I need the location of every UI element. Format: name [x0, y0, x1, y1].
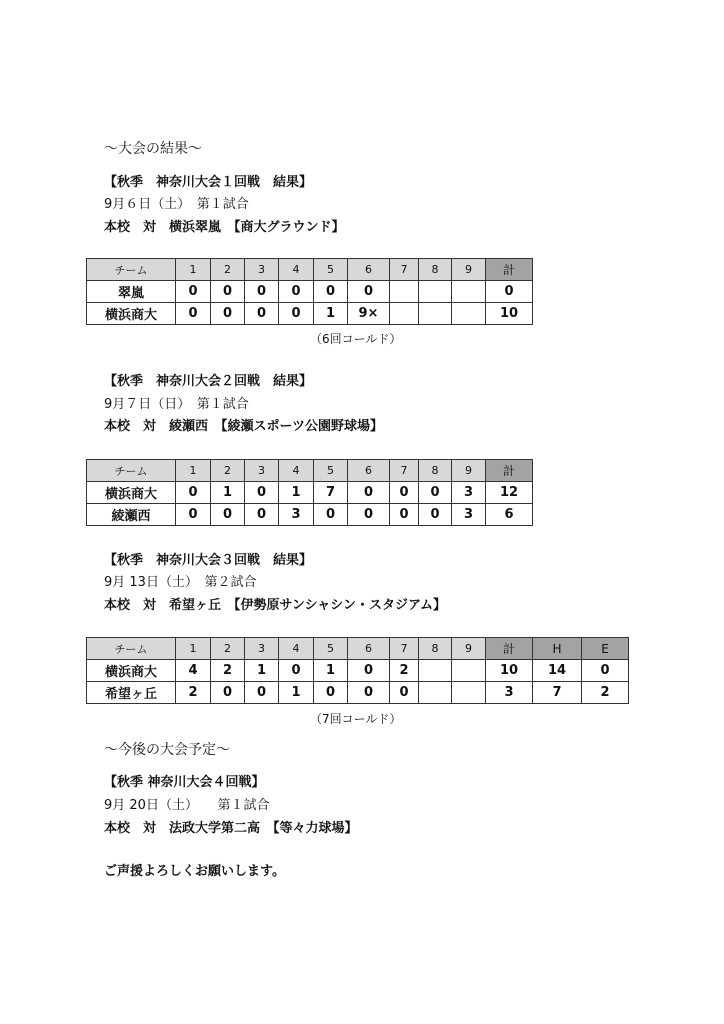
inning-header: 8: [419, 460, 452, 482]
inning-header: 8: [419, 638, 452, 660]
inning-score: 0: [211, 504, 245, 526]
game3-matchup: 本校 対 希望ヶ丘 【伊勢原サンシャシン・スタジアム】: [104, 598, 447, 613]
errors-count: 2: [582, 682, 629, 704]
inning-score: [452, 303, 486, 325]
table-row: [87, 682, 629, 704]
upcoming-date: 9月 20日（土） 第１試合: [104, 798, 270, 813]
inning-header: 3: [245, 460, 279, 482]
game1-scoreboard: [86, 258, 533, 325]
inning-header: 4: [279, 460, 314, 482]
game2-matchup: 本校 対 綾瀬西 【綾瀬スポーツ公園野球場】: [104, 419, 383, 434]
inning-score: 1: [211, 482, 245, 504]
inning-score: [419, 682, 452, 704]
inning-score: 9×: [348, 303, 390, 325]
inning-score: 0: [348, 682, 390, 704]
inning-header: 2: [211, 460, 245, 482]
inning-header: 2: [211, 638, 245, 660]
inning-score: 0: [176, 303, 211, 325]
inning-header: 6: [348, 638, 390, 660]
game2-date: 9月７日（日） 第１試合: [104, 397, 249, 412]
total-score: 12: [486, 482, 533, 504]
total-header: 計: [486, 638, 533, 660]
inning-header: 1: [176, 259, 211, 281]
inning-score: 1: [314, 303, 348, 325]
inning-header: 1: [176, 638, 211, 660]
total-score: 10: [486, 660, 533, 682]
inning-header: 9: [452, 638, 486, 660]
hits-count: 14: [533, 660, 582, 682]
inning-score: 3: [452, 504, 486, 526]
total-score: 0: [486, 281, 533, 303]
team-name: 横浜商大: [87, 482, 176, 504]
team-name: 翠嵐: [87, 281, 176, 303]
inning-score: 1: [279, 482, 314, 504]
inning-score: [452, 682, 486, 704]
inning-score: 0: [419, 504, 452, 526]
game3-note: （7回コールド）: [310, 712, 402, 726]
table-row: [87, 482, 533, 504]
inning-score: 0: [279, 660, 314, 682]
inning-score: 0: [390, 482, 419, 504]
team-header: チーム: [87, 460, 176, 482]
game1-note: （6回コールド）: [310, 332, 402, 346]
inning-score: 0: [211, 281, 245, 303]
inning-score: 0: [245, 303, 279, 325]
table-row: [87, 504, 533, 526]
errors-header: E: [582, 638, 629, 660]
inning-score: 1: [314, 660, 348, 682]
inning-score: 0: [245, 281, 279, 303]
game3-title: 【秋季 神奈川大会３回戦 結果】: [104, 553, 313, 568]
inning-score: [419, 660, 452, 682]
inning-header: 6: [348, 259, 390, 281]
inning-score: [452, 281, 486, 303]
inning-score: 0: [279, 303, 314, 325]
inning-header: 4: [279, 259, 314, 281]
inning-header: 5: [314, 638, 348, 660]
inning-score: 0: [245, 504, 279, 526]
inning-score: 7: [314, 482, 348, 504]
inning-score: 3: [452, 482, 486, 504]
inning-score: 0: [245, 482, 279, 504]
team-name: 綾瀬西: [87, 504, 176, 526]
hits-count: 7: [533, 682, 582, 704]
team-name: 横浜商大: [87, 660, 176, 682]
game3-date: 9月 13日（土） 第２試合: [104, 575, 257, 590]
inning-score: 0: [176, 281, 211, 303]
inning-score: 0: [390, 682, 419, 704]
schedule-title: ～今後の大会予定～: [104, 742, 230, 758]
team-header: チーム: [87, 259, 176, 281]
inning-score: 3: [279, 504, 314, 526]
table-row: [87, 281, 533, 303]
total-score: 6: [486, 504, 533, 526]
total-score: 10: [486, 303, 533, 325]
team-header: チーム: [87, 638, 176, 660]
inning-header: 3: [245, 259, 279, 281]
inning-header: 3: [245, 638, 279, 660]
game3-scoreboard: [86, 637, 629, 704]
scoreboard-header-row: [87, 638, 629, 660]
inning-header: 8: [419, 259, 452, 281]
game1-date: 9月６日（土） 第１試合: [104, 197, 249, 212]
inning-score: 2: [390, 660, 419, 682]
errors-count: 0: [582, 660, 629, 682]
scoreboard-header-row: [87, 460, 533, 482]
closing-message: ご声援よろしくお願いします。: [104, 864, 285, 879]
inning-score: 2: [211, 660, 245, 682]
inning-header: 5: [314, 259, 348, 281]
inning-score: 1: [279, 682, 314, 704]
inning-header: 2: [211, 259, 245, 281]
inning-header: 4: [279, 638, 314, 660]
game1-title: 【秋季 神奈川大会１回戦 結果】: [104, 175, 313, 190]
inning-score: 1: [245, 660, 279, 682]
table-row: [87, 660, 629, 682]
game1-matchup: 本校 対 横浜翠嵐 【商大グラウンド】: [104, 220, 345, 235]
inning-header: 6: [348, 460, 390, 482]
inning-header: 9: [452, 460, 486, 482]
team-name: 希望ヶ丘: [87, 682, 176, 704]
game2-scoreboard: [86, 459, 533, 526]
inning-score: 0: [279, 281, 314, 303]
inning-header: 1: [176, 460, 211, 482]
inning-score: 0: [419, 482, 452, 504]
total-header: 計: [486, 460, 533, 482]
inning-score: 0: [176, 504, 211, 526]
inning-score: [390, 281, 419, 303]
scoreboard-header-row: [87, 259, 533, 281]
inning-score: 0: [314, 682, 348, 704]
upcoming-matchup: 本校 対 法政大学第二高 【等々力球場】: [104, 821, 358, 836]
hits-header: H: [533, 638, 582, 660]
game2-title: 【秋季 神奈川大会２回戦 結果】: [104, 374, 313, 389]
inning-score: 0: [348, 660, 390, 682]
team-name: 横浜商大: [87, 303, 176, 325]
inning-score: 0: [314, 504, 348, 526]
inning-header: 7: [390, 259, 419, 281]
inning-score: 4: [176, 660, 211, 682]
upcoming-title: 【秋季 神奈川大会４回戦】: [104, 775, 265, 790]
inning-score: 0: [314, 281, 348, 303]
inning-score: [419, 303, 452, 325]
table-row: [87, 303, 533, 325]
inning-score: [452, 660, 486, 682]
inning-score: 0: [348, 504, 390, 526]
total-header: 計: [486, 259, 533, 281]
inning-score: 0: [245, 682, 279, 704]
inning-header: 7: [390, 638, 419, 660]
inning-score: [419, 281, 452, 303]
inning-score: 0: [211, 682, 245, 704]
results-title: ～大会の結果～: [104, 141, 202, 157]
inning-score: [390, 303, 419, 325]
inning-header: 9: [452, 259, 486, 281]
inning-score: 0: [348, 482, 390, 504]
inning-score: 0: [176, 482, 211, 504]
inning-score: 0: [211, 303, 245, 325]
inning-score: 0: [390, 504, 419, 526]
inning-score: 0: [348, 281, 390, 303]
inning-score: 2: [176, 682, 211, 704]
total-score: 3: [486, 682, 533, 704]
inning-header: 5: [314, 460, 348, 482]
inning-header: 7: [390, 460, 419, 482]
